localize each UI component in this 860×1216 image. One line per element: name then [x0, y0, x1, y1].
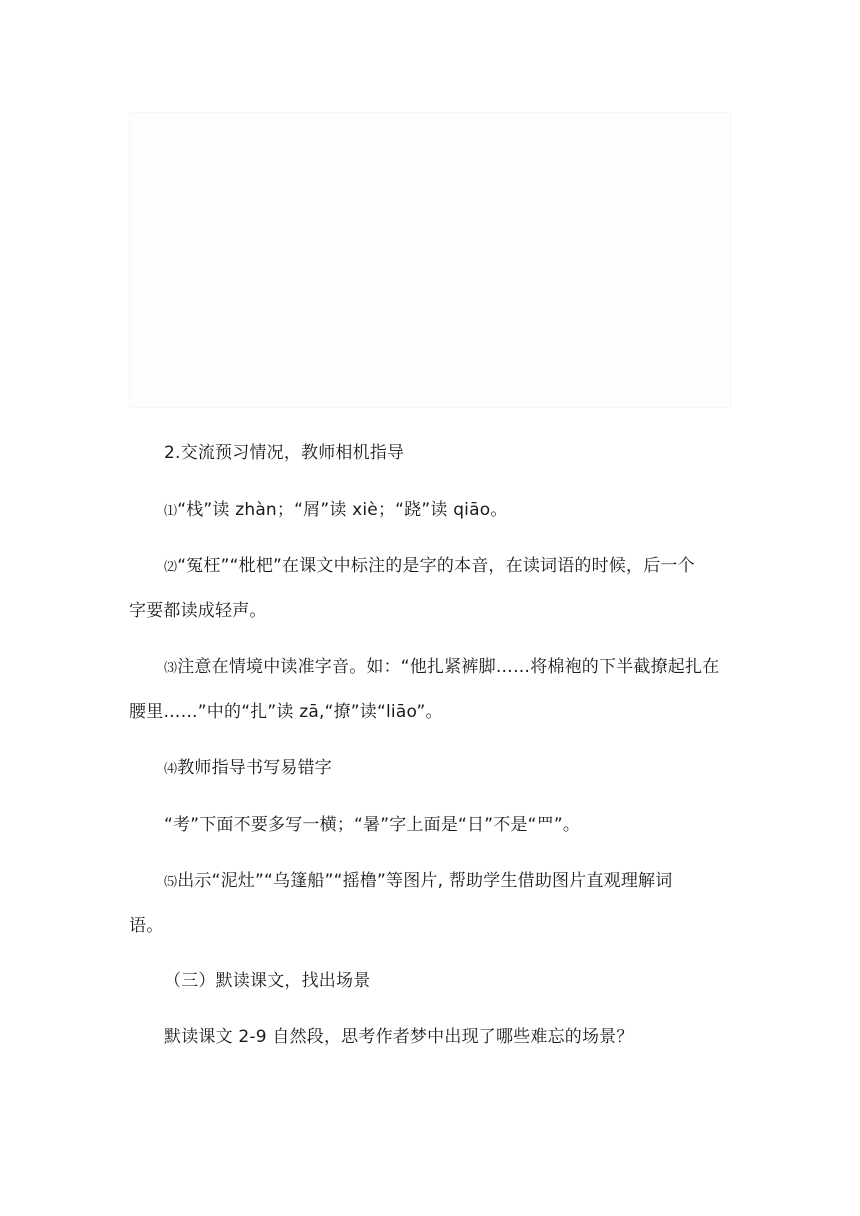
- section-3-heading: （三）默读课文，找出场景: [164, 971, 371, 991]
- item-5-line-1: [164, 869, 672, 895]
- item-1: [164, 498, 508, 524]
- item-2-line-1: [164, 554, 695, 580]
- item-2-text: “冤枉”“枇杷”在课文中标注的是字的本音，在读词语的时候，后一个: [177, 556, 695, 576]
- lesson-image-placeholder: [129, 112, 731, 408]
- item-5-line-2: 语。: [129, 916, 164, 936]
- item-3-line-1: [164, 655, 719, 681]
- section-3-task: 默读课文 2-9 自然段，思考作者梦中出现了哪些难忘的场景？: [164, 1027, 634, 1047]
- item-5-number: ⑸: [164, 875, 178, 890]
- item-4-detail: “考”下面不要多写一横；“暑”字上面是“日”不是“罒”。: [164, 815, 581, 835]
- item-4-number: ⑷: [164, 762, 178, 777]
- section-2-heading: 2.交流预习情况，教师相机指导: [164, 443, 405, 463]
- item-2-line-2: 字要都读成轻声。: [129, 601, 267, 621]
- item-3-text: 注意在情境中读准字音。如：“他扎紧裤脚……将棉袍的下半截撩起扎在: [177, 657, 720, 677]
- item-3-number: ⑶: [164, 661, 178, 676]
- item-4-text: 教师指导书写易错字: [177, 758, 333, 778]
- item-4: [164, 756, 332, 782]
- item-1-number: ⑴: [164, 504, 178, 519]
- item-1-text: “栈”读 zhàn；“屑”读 xiè；“跷”读 qiāo。: [177, 500, 508, 520]
- item-2-number: ⑵: [164, 560, 178, 575]
- item-5-text: 出示“泥灶”“乌篷船”“摇橹”等图片, 帮助学生借助图片直观理解词: [177, 871, 673, 891]
- item-3-line-2: 腰里……”中的“扎”读 zā,“撩”读“liāo”。: [129, 702, 443, 722]
